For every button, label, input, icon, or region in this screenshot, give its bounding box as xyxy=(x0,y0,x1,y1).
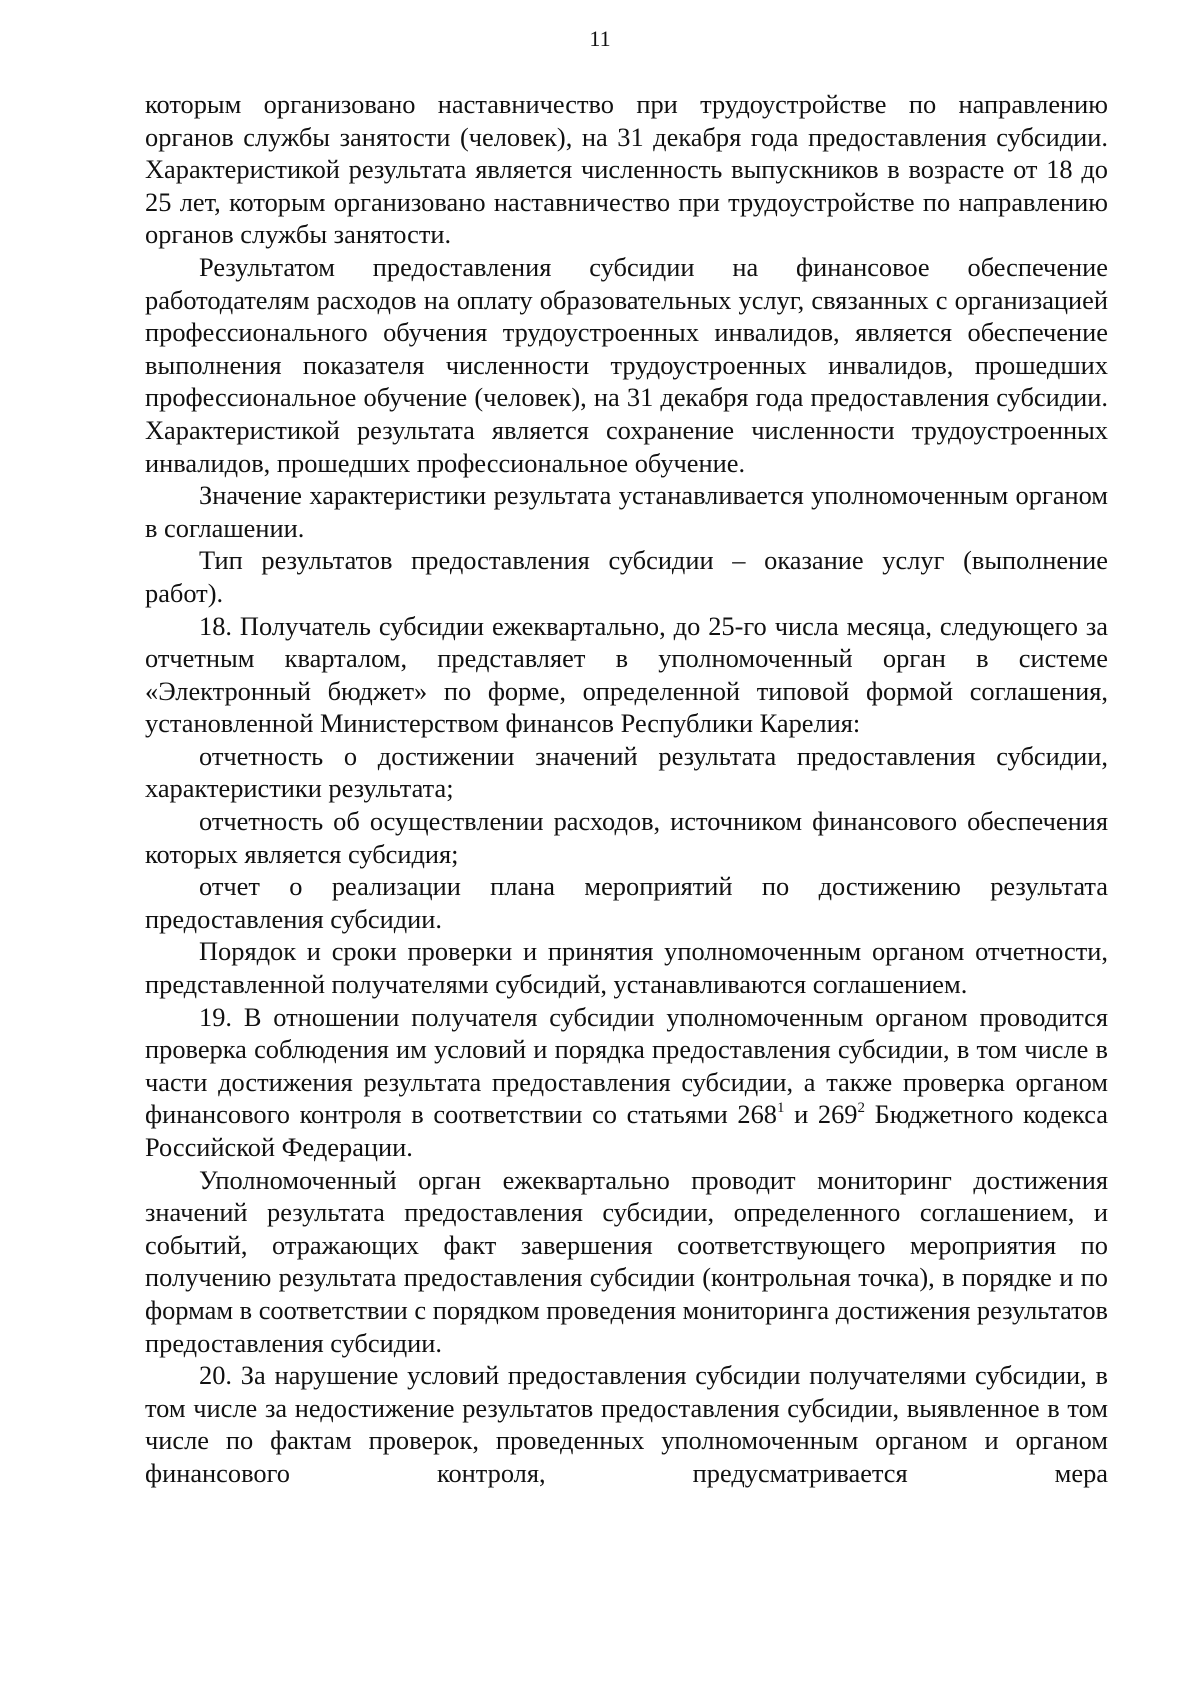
article-268-superscript: 1 xyxy=(776,1099,785,1116)
paragraph-19-tail: Бюджетного кодекса Российской Федерации. xyxy=(145,1099,1109,1162)
paragraph-report-plan: отчет о реализации плана мероприятий по достижению результата предоставления субсидии. xyxy=(145,871,1108,934)
paragraph-mentoring-result: которым организовано наставничество при трудоустройстве по направлению органов службы занятости (человек), на 31 декабря года предоставления субсидии. Характеристикой результата является численность выпускников в возрасте от 18 до 25 лет, которым организовано наставничество при трудоустройстве по направлению органов службы занятости. xyxy=(145,89,1108,250)
paragraph-19-text: 19. В отношении получателя субсидии уполномоченным органом проводится проверка соблюдения им условий и порядка предоставления субсидии, в том числе в части достижения результата предоставления субсидии, а также проверка органом финансового контроля в соответствии со статьями 268 xyxy=(145,1001,1108,1130)
paragraph-18-reporting: 18. Получатель субсидии ежеквартально, до 25-го числа месяца, следующего за отчетным кварталом, представляет в уполномоченный орган в системе «Электронный бюджет» по форме, определенной типовой формой соглашения, установленной Министерством финансов Республики Карелия: xyxy=(145,610,1108,739)
document-body xyxy=(145,88,1108,1490)
paragraph-report-expenses: отчетность об осуществлении расходов, источником финансового обеспечения которых является субсидия; xyxy=(145,806,1108,869)
paragraph-20-violations: 20. За нарушение условий предоставления субсидии получателями субсидии, в том числе за недостижение результатов предоставления субсидии, выявленное в том числе по фактам проверок, проведенных уполномоченным органом и органом финансового контроля, предусматривается мера xyxy=(145,1360,1108,1488)
paragraph-characteristic-value: Значение характеристики результата устанавливается уполномоченным органом в соглашении. xyxy=(145,480,1108,543)
paragraph-report-procedure: Порядок и сроки проверки и принятия уполномоченным органом отчетности, представленной получателями субсидий, устанавливаются соглашением. xyxy=(145,936,1108,1000)
paragraph-report-achievement: отчетность о достижении значений результата предоставления субсидии, характеристики результата; xyxy=(145,740,1108,804)
article-269-superscript: 2 xyxy=(857,1099,865,1116)
page-number: 11 xyxy=(589,26,611,51)
paragraph-19-inspection xyxy=(145,1001,1108,1164)
paragraph-19-conjunction: и 269 xyxy=(784,1099,858,1130)
paragraph-disabled-training-result: Результатом предоставления субсидии на финансовое обеспечение работодателям расходов на оплату образовательных услуг, связанных с организацией профессионального обучения трудоустроенных инвалидов, является обеспечение выполнения показателя численности трудоустроенных инвалидов, прошедших профессиональное обучение (человек), на 31 декабря года предоставления субсидии. Характеристикой результата является сохранение численности трудоустроенных инвалидов, прошедших профессиональное обучение. xyxy=(145,251,1108,478)
paragraph-monitoring: Уполномоченный орган ежеквартально проводит мониторинг достижения значений результата предоставления субсидии, определенного соглашением, и событий, отражающих факт завершения соответствующего мероприятия по получению результата предоставления субсидии (контрольная точка), в порядке и по формам в соответствии с порядком проведения мониторинга достижения результатов предоставления субсидии. xyxy=(145,1164,1108,1358)
paragraph-result-type: Тип результатов предоставления субсидии – оказание услуг (выполнение работ). xyxy=(145,545,1108,608)
